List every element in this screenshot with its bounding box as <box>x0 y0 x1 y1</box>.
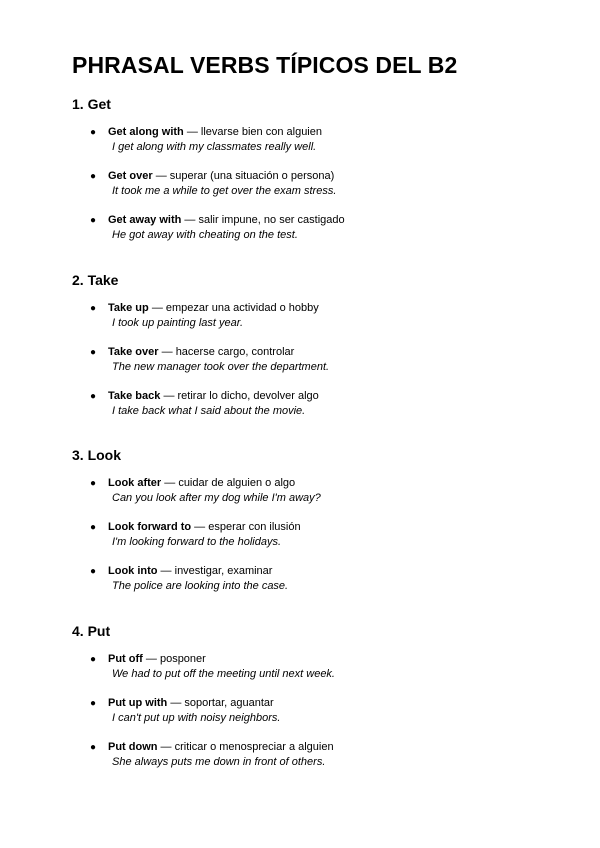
phrasal-verb: Look forward to <box>108 521 192 533</box>
phrasal-verb: Take back <box>108 390 161 402</box>
separator: — <box>160 390 178 402</box>
meaning: hacerse cargo, controlar <box>175 346 295 358</box>
section-heading: 1. Get <box>72 96 111 112</box>
definition-line <box>108 301 319 316</box>
bullet-icon: ● <box>90 303 97 314</box>
section-put <box>72 623 532 768</box>
definition-line <box>108 652 206 667</box>
meaning: empezar una actividad o hobby <box>165 302 319 314</box>
example-sentence: We had to put off the meeting until next week. <box>112 668 335 680</box>
bullet-icon: ● <box>90 127 97 138</box>
bullet-icon: ● <box>90 522 97 533</box>
bullet-icon: ● <box>90 478 97 489</box>
bullet-icon: ● <box>90 698 97 709</box>
separator: — <box>142 653 160 665</box>
definition-line <box>108 520 301 535</box>
meaning: criticar o menospreciar a alguien <box>174 741 334 753</box>
phrasal-verb: Put up with <box>108 697 168 709</box>
section-heading: 3. Look <box>72 447 122 463</box>
separator: — <box>157 565 175 577</box>
example-sentence: The new manager took over the department. <box>112 361 330 373</box>
example-sentence: I took up painting last year. <box>112 317 244 329</box>
meaning: retirar lo dicho, devolver algo <box>177 390 319 402</box>
phrasal-verb: Take up <box>108 302 149 314</box>
section-heading: 4. Put <box>72 623 111 639</box>
phrasal-verb: Get over <box>108 170 153 182</box>
bullet-icon: ● <box>90 742 97 753</box>
phrasal-verb: Put down <box>108 741 158 753</box>
separator: — <box>148 302 166 314</box>
meaning: investigar, examinar <box>174 565 273 577</box>
definition-line <box>108 564 272 579</box>
phrasal-verb: Get along with <box>108 126 184 138</box>
meaning: superar (una situación o persona) <box>169 170 335 182</box>
definition-line <box>108 696 274 711</box>
separator: — <box>191 521 209 533</box>
definition-line <box>108 345 294 360</box>
phrasal-verb: Take over <box>108 346 159 358</box>
example-sentence: The police are looking into the case. <box>112 580 289 592</box>
example-sentence: Can you look after my dog while I'm away? <box>112 492 321 504</box>
separator: — <box>152 170 170 182</box>
section-heading: 2. Take <box>72 272 119 288</box>
meaning: salir impune, no ser castigado <box>198 214 345 226</box>
bullet-icon: ● <box>90 171 97 182</box>
example-sentence: I can't put up with noisy neighbors. <box>112 712 281 724</box>
bullet-icon: ● <box>90 391 97 402</box>
phrasal-verb: Look into <box>108 565 158 577</box>
separator: — <box>167 697 185 709</box>
meaning: soportar, aguantar <box>184 697 274 709</box>
phrasal-verb: Look after <box>108 477 162 489</box>
phrasal-verb: Put off <box>108 653 143 665</box>
definition-line <box>108 389 319 404</box>
phrasal-verb: Get away with <box>108 214 182 226</box>
separator: — <box>158 346 176 358</box>
definition-line <box>108 740 334 755</box>
separator: — <box>157 741 175 753</box>
example-sentence: It took me a while to get over the exam stress. <box>112 185 337 197</box>
example-sentence: He got away with cheating on the test. <box>112 229 298 241</box>
definition-line <box>108 125 322 140</box>
bullet-icon: ● <box>90 566 97 577</box>
separator: — <box>181 214 199 226</box>
example-sentence: She always puts me down in front of others. <box>112 756 326 768</box>
section-take <box>72 272 532 417</box>
definition-line <box>108 476 295 491</box>
bullet-icon: ● <box>90 654 97 665</box>
example-sentence: I'm looking forward to the holidays. <box>112 536 282 548</box>
section-look <box>72 447 532 592</box>
definition-line <box>108 213 345 228</box>
bullet-icon: ● <box>90 347 97 358</box>
example-sentence: I get along with my classmates really well. <box>112 141 317 153</box>
separator: — <box>161 477 179 489</box>
meaning: esperar con ilusión <box>208 521 301 533</box>
document-title: PHRASAL VERBS TÍPICOS DEL B2 <box>72 52 458 78</box>
meaning: llevarse bien con alguien <box>200 126 322 138</box>
example-sentence: I take back what I said about the movie. <box>112 405 306 417</box>
section-get <box>72 96 532 241</box>
meaning: posponer <box>159 653 206 665</box>
separator: — <box>183 126 201 138</box>
definition-line <box>108 169 334 184</box>
bullet-icon: ● <box>90 215 97 226</box>
meaning: cuidar de alguien o algo <box>178 477 296 489</box>
